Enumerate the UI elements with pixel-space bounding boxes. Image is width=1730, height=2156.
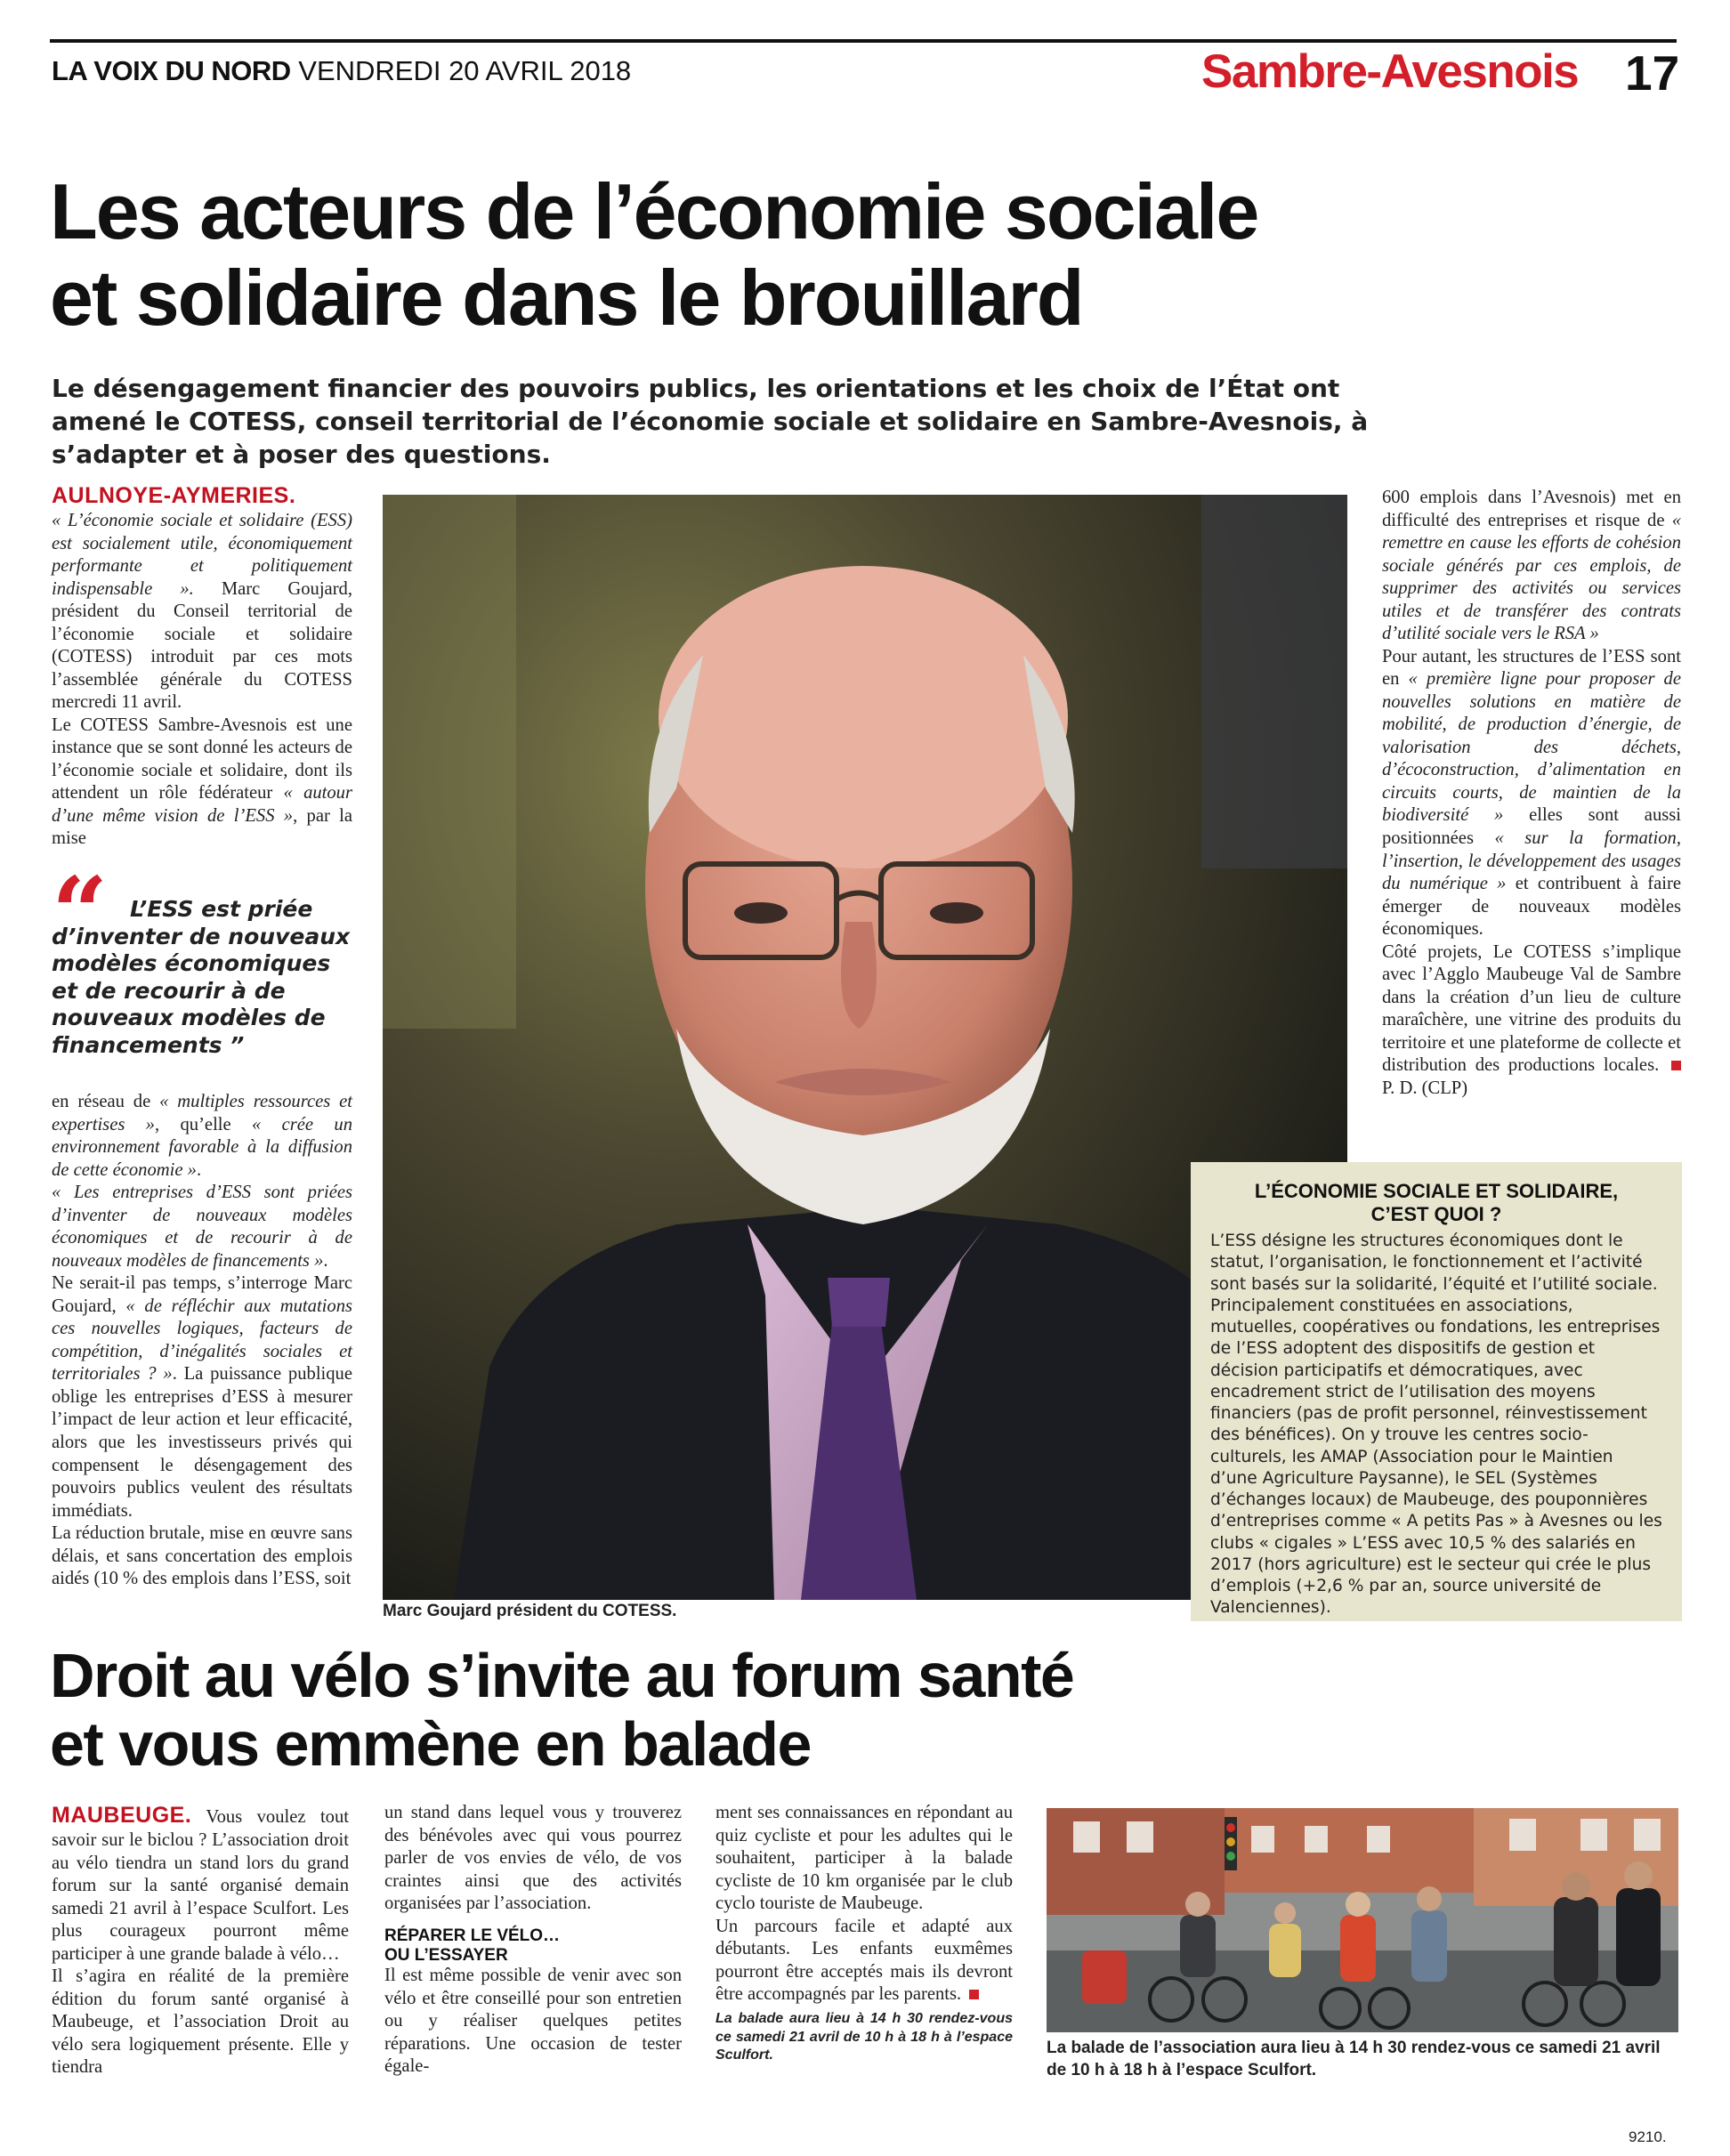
cyclists-photo-caption: La balade de l’association aura lieu à 14 h 30 rendez-vous ce samedi 21 avril de 10 h à 18 h à l’espace Sculfort. — [1047, 2039, 1661, 2079]
photo-caption: Marc Goujard président du COTESS. — [383, 1602, 677, 1620]
newspaper-name: LA VOIX DU NORD — [52, 55, 291, 86]
article1-dateline: AULNOYE-AYMERIES. — [52, 483, 296, 508]
article1-signature: P. D. (CLP) — [1382, 1078, 1468, 1098]
sidebar-body: L’ESS désigne les structures économiques dont le statut, l’organisation, le fonctionnement et l’activité sont basés sur la solidarité, l’équité et l’utilité sociale. Principalement constituées en associations, mutuelles, coopératives ou fondations, les entreprises de l’ESS adoptent des dispositifs de gestion et décision participatifs et démocratiques, avec encadrement strict de l’utilisation des moyens financiers (pas de profit personnel, réinvestissement des bénéfices). On y trouve les centres socio-culturels, les AMAP (Association pour le Maintien d’une Agriculture Paysanne), le SEL (Systèmes d’échanges locaux) de Maubeuge, des pouponnières d’entreprises comme « A petits Pas » à Avesnes ou les clubs « cigales » L’ESS avec 10,5 % des salariés en 2017 (hors agriculture) est le secteur qui crée le plus d’emplois (+2,6 % par an, source université de Valenciennes). — [1210, 1231, 1662, 1618]
section-title: Sambre-Avesnois — [1201, 45, 1579, 98]
info-sidebar — [1191, 1162, 1682, 1621]
pull-quote-text: L’ESS est priée d’inventer de nouveaux modèles économiques et de recourir à de nouveaux modèles de financements ” — [52, 896, 351, 1058]
masthead — [52, 55, 631, 87]
article2-dateline: MAUBEUGE. — [52, 1803, 192, 1828]
quote-mark-icon: “ — [52, 855, 109, 970]
article2-headline: Droit au vélo s’invite au forum santé et vous emmène en balade — [50, 1641, 1074, 1779]
issue-date: VENDREDI 20 AVRIL 2018 — [298, 55, 632, 86]
article1-headline: Les acteurs de l’économie sociale et solidaire dans le brouillard — [50, 167, 1258, 342]
article1-column-1: AULNOYE-AYMERIES. « L’économie sociale et solidaire (ESS) est socialement utile, économiquement performante et politiquement indispensable ». Marc Goujard, président du Conseil territorial de l’économie sociale et solidaire (COTESS) introduit par ces mots l’assemblée générale du COTESS mercredi 11 avril. Le COTESS Sambre-Avesnois est une instance que se sont donné les acteurs de l’économie sociale et solidaire, dont ils attendent un rôle fédérateur « autour d’une même vision de l’ESS », par la mise — [52, 483, 352, 849]
article2-note: La balade aura lieu à 14 h 30 rendez-vous ce samedi 21 avril de 10 h à 18 h à l’espace Sculfort. — [715, 2010, 1013, 2063]
article1-column-1-continued: en réseau de « multiples ressources et expertises », qu’elle « crée un environnement favorable à la diffusion de cette économie ». « Les entreprises d’ESS sont priées d’inventer de nouveaux modèles économiques et de recourir à de nouveaux modèles de financements ». Ne serait-il pas temps, s’interroge Marc Goujard, « de réfléchir aux mutations ces nouvelles logiques, facteurs de compétition, d’inégalités sociales et territoriales ? ». La puissance publique oblige les entreprises d’ESS à mesurer l’impact de leur action et leur efficacité, alors que les investisseurs privés qui compensent le désengagement des pouvoirs publics veulent des résultats immédiats. La réduction brutale, mise en œuvre sans délais, et sans concertation des emplois aidés (10 % des emplois dans l’ESS, soit — [52, 1092, 353, 1589]
cyclists-photo — [1047, 1808, 1678, 2032]
article1-standfirst: Le désengagement financier des pouvoirs publics, les orientations et les choix de l’État ont amené le COTESS, conseil territorial de l’économie sociale et solidaire en Sambre-Avesnois, à s’adapter et à poser des questions. — [52, 374, 1369, 470]
end-mark-icon — [969, 1990, 979, 1999]
cyclists-illustration — [1047, 1808, 1678, 2032]
masthead-rule — [50, 39, 1677, 43]
sidebar-title: L’ÉCONOMIE SOCIALE ET SOLIDAIRE, C’EST QUOI ? — [1254, 1180, 1619, 1225]
article1-column-3: 600 emplois dans l’Avesnois) met en difficulté des entreprises et risque de « remettre en cause les efforts de cohésion sociale générés par ces emplois, de supprimer des activités ou services utiles et de transférer des contrats d’utilité sociale vers le RSA » Pour autant, les structures de l’ESS sont en « première ligne pour proposer de nouvelles solutions en matière de mobilité, de production d’énergie, de valorisation des déchets, d’écoconstruction, d’alimentation en circuits courts, de maintien de la biodiversité » elles sont aussi positionnées « sur la formation, l’insertion, le développement des usages du numérique » et contribuent à faire émerger de nouveaux modèles économiques. Côté projets, Le COTESS s’implique avec l’Agglo Maubeuge Val de Sambre dans la création d’un lieu de culture maraîchère, une vitrine des produits du territoire et une plateforme de collecte et distribution des productions locales. P. D. (CLP) — [1382, 488, 1682, 1098]
page-number: 17 — [1625, 45, 1680, 101]
pull-quote — [52, 855, 354, 1059]
article2-column-1: MAUBEUGE. Vous voulez tout savoir sur le biclou ? L’association droit au vélo tiendra un stand lors du grand forum sur la santé organisé demain samedi 21 avril à l’espace Sculfort. Les plus courageux pourront même participer à une grande balade à vélo… Il s’agira en réalité de la première édition du forum santé organisé à Maubeuge, et l’association Droit au vélo sera logiquement présente. Elle y tiendra — [52, 1803, 349, 2078]
article2-subhead: RÉPARER LE VÉLO… OU L’ESSAYER — [384, 1926, 561, 1965]
page-code: 9210. — [1629, 2128, 1667, 2145]
article2-column-3: ment ses connaissances en répondant au quiz cycliste et pour les adultes qui le souhaitent, participer à la balade cycliste de 10 km organisée par le club cyclo touriste de Maubeuge. Un parcours facile et adapté aux débutants. Les enfants euxmêmes pourront être acceptés mais ils devront être accompagnés par les parents. La balade aura lieu à 14 h 30 rendez-vous ce samedi 21 avril de 10 h à 18 h à l’espace Sculfort. — [715, 1802, 1013, 2065]
end-mark-icon — [1671, 1061, 1681, 1070]
article2-column-2: un stand dans lequel vous y trouverez des bénévoles avec qui vous pourrez parler de vos envies de vélo, de vos craintes ainsi que des activités organisées par l’association. RÉPARER LE VÉLO… OU L’ESSAYER Il est même possible de venir avec son vélo et être conseillé pour son entretien ou y réaliser quelques petites réparations. Une occasion de tester égale- — [384, 1803, 682, 2077]
